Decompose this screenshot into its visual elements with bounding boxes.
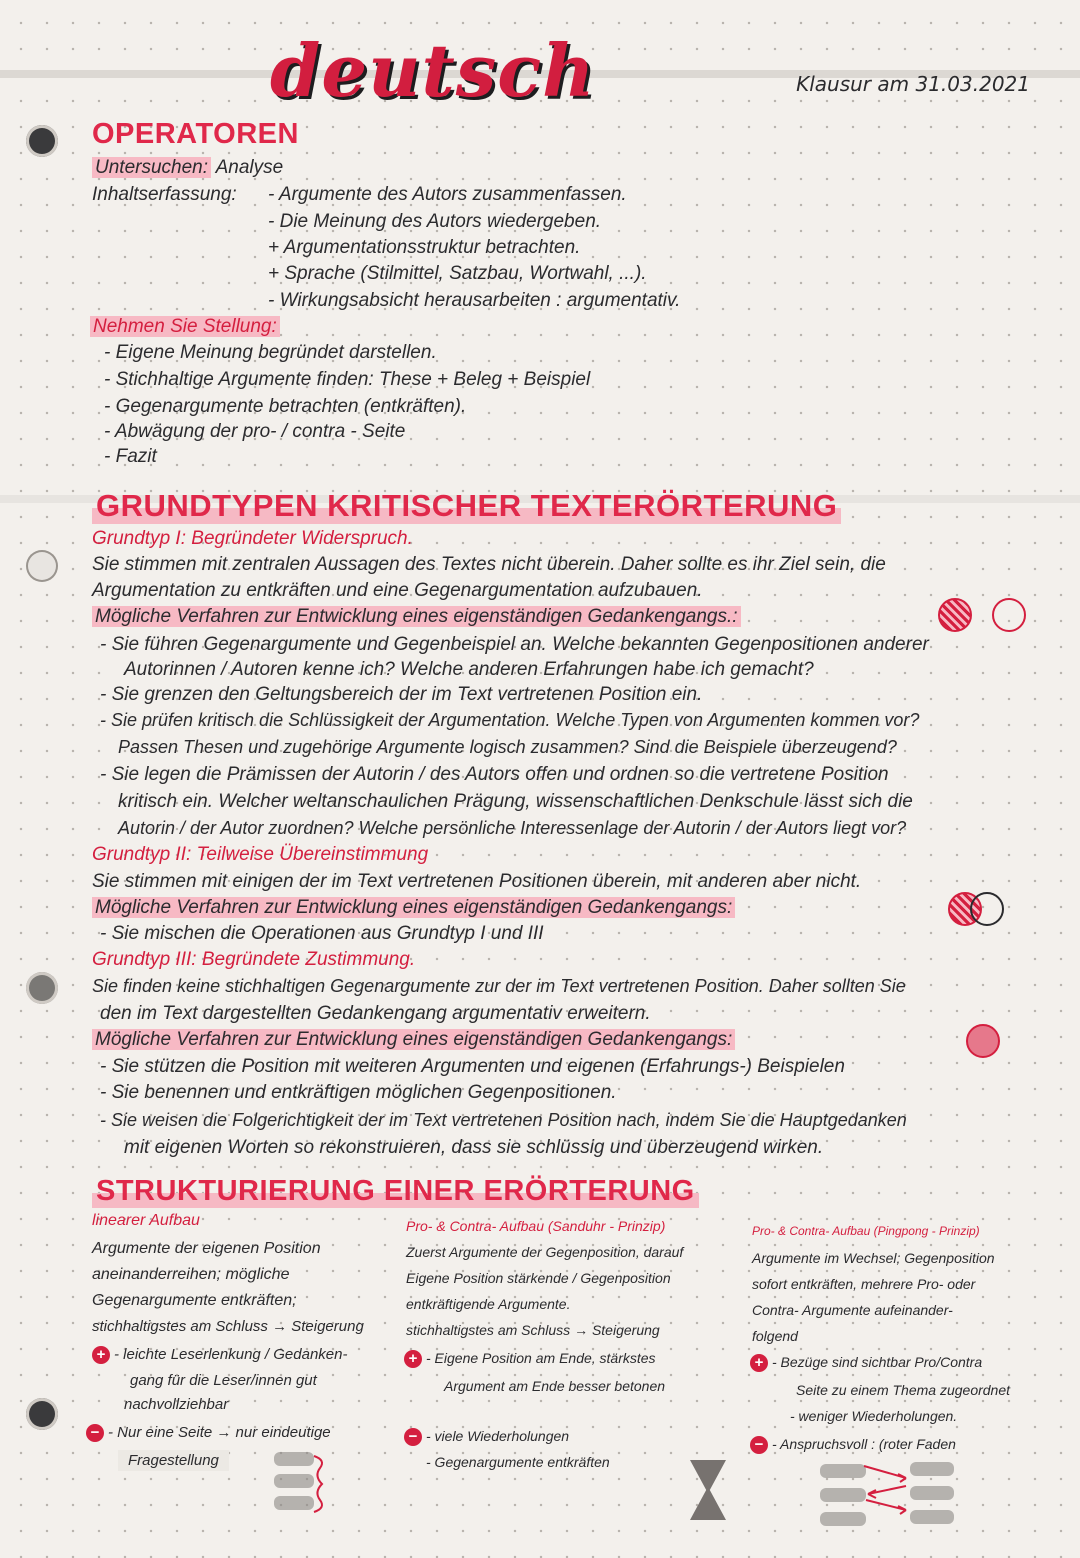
inhalt-item: - Die Meinung des Autors wiedergeben.	[268, 211, 602, 232]
grundtyp3-method	[92, 1029, 735, 1051]
grundtyp2-label: Grundtyp II: Teilweise Übereinstimmung	[92, 844, 429, 865]
inhalt-item: - Wirkungsabsicht herausarbeiten : argumentativ.	[268, 290, 681, 311]
pingpong-arrows-icon	[862, 1460, 912, 1520]
col1-line: Gegenargumente entkräften;	[92, 1292, 297, 1309]
grundtyp1-item: Passen Thesen und zugehörige Argumente logisch zusammen? Sind die Beispiele überzeugend?	[118, 737, 897, 757]
grundtyp1-item: Autorin / der Autor zuordnen? Welche persönliche Interessenlage der Autorin / der Autors liegt vor?	[118, 818, 907, 838]
col2-minus-line: - Gegenargumente entkräften	[426, 1454, 610, 1470]
hatched-circle-icon	[938, 598, 972, 632]
blurred-mark	[910, 1462, 954, 1476]
grundtyp1-item: - Sie prüfen kritisch die Schlüssigkeit der Argumentation. Welche Typen von Argumenten kommen vor?	[100, 710, 920, 730]
overlap-circle-icon	[970, 892, 1004, 926]
blurred-mark	[274, 1452, 314, 1466]
struktur-heading: STRUKTURIERUNG EINER ERÖRTERUNG	[92, 1175, 699, 1208]
grundtyp3-item: - Sie weisen die Folgerichtigkeit der im Text vertretenen Position nach, indem Sie die Hauptgedanken	[100, 1110, 907, 1130]
col1-plus-line: gang für die Leser/innen gut	[130, 1372, 317, 1389]
plus-icon: +	[92, 1346, 110, 1364]
blurred-mark	[820, 1464, 866, 1478]
blurred-mark	[274, 1474, 314, 1488]
col2-line: Zuerst Argumente der Gegenposition, darauf	[406, 1244, 684, 1260]
grundtyp3-method-text: Mögliche Verfahren zur Entwicklung eines eigenständigen Gedankengangs:	[92, 1029, 735, 1050]
grundtyp1-label: Grundtyp I: Begründeter Widerspruch.	[92, 528, 413, 549]
col3-line: Argumente im Wechsel; Gegenposition	[752, 1250, 995, 1266]
grundtyp2-method-text: Mögliche Verfahren zur Entwicklung eines eigenständigen Gedankengangs:	[92, 897, 735, 918]
grundtyp1-method-text: Mögliche Verfahren zur Entwicklung eines eigenständigen Gedankengangs.:	[92, 606, 741, 627]
stellung-label	[90, 316, 280, 338]
operatoren-untersuchen	[92, 157, 283, 179]
grundtyp3-label: Grundtyp III: Begründete Zustimmung.	[92, 949, 416, 970]
operatoren-heading: OPERATOREN	[92, 118, 299, 150]
col1-line: aneinanderreihen; mögliche	[92, 1266, 290, 1283]
col3-plus-text: - Bezüge sind sichtbar Pro/Contra	[772, 1354, 983, 1370]
col3-line: Contra- Argumente aufeinander-	[752, 1302, 953, 1318]
binder-hole-4	[26, 1398, 58, 1430]
grundtyp1-item: - Sie legen die Prämissen der Autorin / des Autors offen und ordnen so die vertretene Position	[100, 764, 889, 785]
col1-plus-text: - leichte Leserlenkung / Gedanken-	[114, 1346, 348, 1363]
grundtyp3-item: mit eigenen Worten so rekonstruieren, dass sie schlüssig und überzeugend wirken.	[124, 1137, 824, 1158]
grundtyp3-item: - Sie stützen die Position mit weiteren Argumenten und eigenen (Erfahrungs-) Beispielen	[100, 1056, 845, 1077]
filled-circle-icon	[966, 1024, 1000, 1058]
grundtyp2-item: - Sie mischen die Operationen aus Grundtyp I und III	[100, 923, 544, 944]
col1-plus-line: nachvollziehbar	[124, 1396, 229, 1413]
col3-line: folgend	[752, 1328, 798, 1344]
col2-line: Eigene Position stärkende / Gegenposition	[406, 1270, 671, 1286]
col2-minus-text: - viele Wiederholungen	[426, 1428, 570, 1444]
blurred-mark	[910, 1486, 954, 1500]
col2-title: Pro- & Contra- Aufbau (Sanduhr - Prinzip)	[406, 1218, 666, 1234]
binder-hole-2	[26, 550, 58, 582]
grundtyp1-item: Autorinnen / Autoren kenne ich? Welche anderen Erfahrungen habe ich gemacht?	[124, 659, 814, 680]
bracket-icon	[312, 1454, 328, 1514]
binder-hole-1	[26, 125, 58, 157]
grundtyp1-method	[92, 606, 741, 628]
col3-line: sofort entkräften, mehrere Pro- oder	[752, 1276, 976, 1292]
grundtyp2-method	[92, 897, 735, 919]
minus-icon: −	[404, 1428, 422, 1446]
grundtyp1-item: - Sie führen Gegenargumente und Gegenbeispiel an. Welche bekannten Gegenpositionen anderer	[100, 634, 929, 655]
stellung-item: - Fazit	[104, 446, 157, 467]
col3-plus-line: Seite zu einem Thema zugeordnet	[796, 1382, 1011, 1398]
stellung-label-text: Nehmen Sie Stellung:	[90, 316, 280, 337]
col2-plus-line: Argument am Ende besser betonen	[444, 1378, 666, 1394]
grundtyp3-line: Sie finden keine stichhaltigen Gegenargumente zur der im Text vertretenen Position. Daher sollten Sie	[92, 976, 906, 996]
col3-minus	[750, 1436, 956, 1454]
col2-line: stichhaltigstes am Schluss → Steigerung	[406, 1322, 660, 1338]
col1-minus-line	[118, 1450, 229, 1471]
plus-icon: +	[750, 1354, 768, 1372]
col2-plus-text: - Eigene Position am Ende, stärkstes	[426, 1350, 656, 1366]
minus-icon: −	[86, 1424, 104, 1442]
col1-line: Argumente der eigenen Position	[92, 1240, 321, 1257]
col2-minus	[404, 1428, 569, 1446]
col1-plus	[92, 1346, 347, 1364]
blurred-mark	[820, 1488, 866, 1502]
col3-title: Pro- & Contra- Aufbau (Pingpong - Prinzip)	[752, 1224, 980, 1238]
grundtyp2-line: Sie stimmen mit einigen der im Text vertretenen Positionen überein, mit anderen aber nicht.	[92, 871, 862, 892]
col1-minus-line-text: Fragestellung	[128, 1452, 219, 1469]
grundtypen-heading: GRUNDTYPEN KRITISCHER TEXTERÖRTERUNG	[92, 488, 841, 524]
col3-plus	[750, 1354, 982, 1372]
page-title: deutsch	[270, 28, 596, 113]
col1-minus	[86, 1424, 331, 1442]
stellung-item: - Stichhaltige Argumente finden: These + Beleg + Beispiel	[104, 369, 591, 390]
col1-minus-text: - Nur eine Seite → nur eindeutige	[108, 1424, 331, 1441]
grundtyp1-line: Sie stimmen mit zentralen Aussagen des Textes nicht überein. Daher sollte es ihr Ziel sein, die	[92, 554, 886, 575]
col3-minus-text: - Anspruchsvoll : (roter Faden	[772, 1436, 956, 1452]
empty-circle-icon	[992, 598, 1026, 632]
analyse-label: Analyse	[215, 157, 284, 178]
grundtyp3-line: den im Text dargestellten Gedankengang argumentativ erweitern.	[100, 1003, 651, 1024]
col2-line: entkräftigende Argumente.	[406, 1296, 571, 1312]
hourglass-icon	[690, 1460, 726, 1520]
untersuchen-label: Untersuchen:	[92, 157, 211, 178]
grundtyp3-item: - Sie benennen und entkräftigen möglichen Gegenpositionen.	[100, 1082, 617, 1103]
blurred-mark	[910, 1510, 954, 1524]
minus-icon: −	[750, 1436, 768, 1454]
blurred-mark	[274, 1496, 314, 1510]
plus-icon: +	[404, 1350, 422, 1368]
col1-title: linearer Aufbau	[92, 1212, 200, 1229]
stellung-item: - Gegenargumente betrachten (entkräften).	[104, 396, 467, 417]
col1-line: stichhaltigstes am Schluss → Steigerung	[92, 1318, 364, 1335]
binder-hole-3	[26, 972, 58, 1004]
inhalt-item: + Argumentationsstruktur betrachten.	[268, 237, 581, 258]
blurred-mark	[820, 1512, 866, 1526]
exam-date: Klausur am 31.03.2021	[796, 72, 1030, 96]
grundtyp1-line: Argumentation zu entkräften und eine Gegenargumentation aufzubauen.	[92, 580, 703, 601]
col3-plus-line: - weniger Wiederholungen.	[790, 1408, 958, 1424]
grundtyp1-item: - Sie grenzen den Geltungsbereich der im Text vertretenen Position ein.	[100, 684, 703, 705]
col2-plus	[404, 1350, 656, 1368]
inhalt-item: + Sprache (Stilmittel, Satzbau, Wortwahl, ...).	[268, 263, 647, 284]
stellung-item: - Eigene Meinung begründet darstellen.	[104, 342, 437, 363]
stellung-item: - Abwägung der pro- / contra - Seite	[104, 421, 406, 442]
inhalt-label: Inhaltserfassung:	[92, 184, 237, 205]
grundtyp1-item: kritisch ein. Welcher weltanschaulichen Prägung, wissenschaftlichen Denkschule lässt sich die	[118, 791, 913, 812]
inhalt-item: - Argumente des Autors zusammenfassen.	[268, 184, 627, 205]
